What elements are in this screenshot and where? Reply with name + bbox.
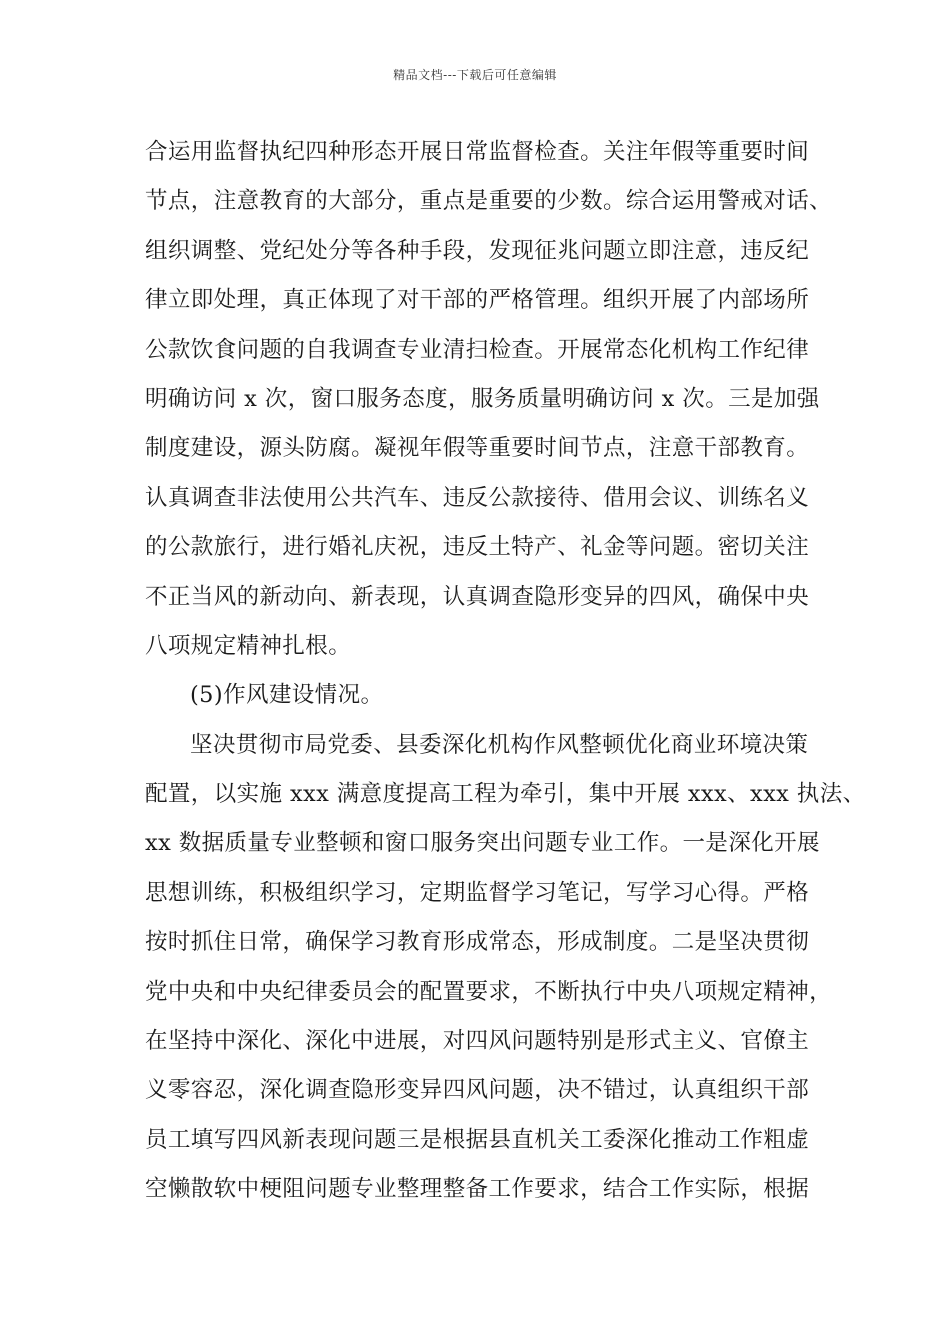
section-heading: (5)作风建设情况。: [190, 682, 384, 709]
text-line: 公款饮食问题的自我调查专业清扫检查。开展常态化机构工作纪律: [145, 336, 810, 363]
text-line: 八项规定精神扎根。: [145, 632, 352, 659]
text-line: 节点，注意教育的大部分，重点是重要的少数。综合运用警戒对话、: [145, 188, 833, 215]
text-line: 的公款旅行，进行婚礼庆祝，违反土特产、礼金等问题。密切关注: [145, 534, 810, 561]
page-header: 精品文档---下载后可任意编辑: [393, 68, 557, 82]
text-line: 律立即处理，真正体现了对干部的严格管理。组织开展了内部场所: [145, 287, 810, 314]
text-line: 党中央和中央纪律委员会的配置要求，不断执行中央八项规定精神，: [145, 978, 833, 1005]
text-line: 在坚持中深化、深化中进展，对四风问题特别是形式主义、官僚主: [145, 1028, 810, 1055]
text-line: 不正当风的新动向、新表现，认真调查隐形变异的四风，确保中央: [145, 583, 810, 610]
text-line: 明确访问 x 次，窗口服务态度，服务质量明确访问 x 次。三是加强: [145, 385, 820, 412]
text-line: 按时抓住日常，确保学习教育形成常态，形成制度。二是坚决贯彻: [145, 929, 810, 956]
text-line: 合运用监督执纪四种形态开展日常监督检查。关注年假等重要时间: [145, 139, 810, 165]
text-line: xx 数据质量专业整顿和窗口服务突出问题专业工作。一是深化开展: [145, 830, 820, 857]
text-line: 思想训练，积极组织学习，定期监督学习笔记，写学习心得。严格: [145, 879, 810, 906]
text-line: 配置，以实施 xxx 满意度提高工程为牵引，集中开展 xxx、xxx 执法、: [145, 781, 866, 808]
text-line: 制度建设，源头防腐。凝视年假等重要时间节点，注意干部教育。: [145, 435, 810, 462]
text-line: 义零容忍，深化调查隐形变异四风问题，决不错过，认真组织干部: [145, 1077, 810, 1104]
text-line: 认真调查非法使用公共汽车、违反公款接待、借用会议、训练名义: [145, 484, 810, 511]
document-body: [145, 128, 866, 1215]
paragraph-start-line: 坚决贯彻市局党委、县委深化机构作风整顿优化商业环境决策: [190, 731, 809, 758]
text-line: 空懒散软中梗阻问题专业整理整备工作要求，结合工作实际，根据: [145, 1176, 810, 1203]
text-line: 员工填写四风新表现问题三是根据县直机关工委深化推动工作粗虚: [145, 1126, 810, 1153]
text-line: 组织调整、党纪处分等各种手段，发现征兆问题立即注意，违反纪: [145, 237, 810, 264]
